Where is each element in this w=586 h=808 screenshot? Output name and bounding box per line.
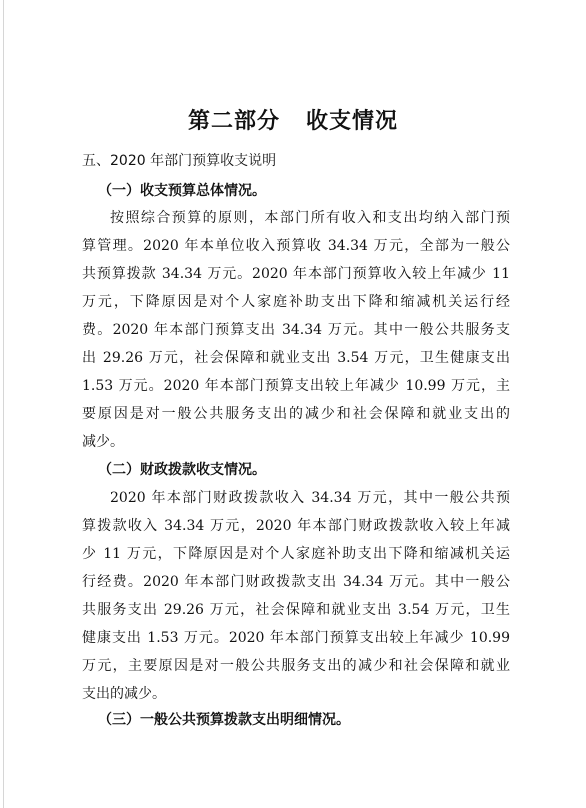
- subsection-1-heading: （一）收支预算总体情况。: [98, 183, 266, 199]
- paragraph-1-line: 万元，下降原因是对个人家庭补助支出下降和缩减机关运行经: [82, 294, 510, 310]
- title-name: 收支情况: [306, 108, 399, 134]
- paragraph-2-line: 万元，主要原因是对一般公共服务支出的减少和社会保障和就业: [82, 658, 510, 674]
- paragraph-2-line: 共服务支出 29.26 万元，社会保障和就业支出 3.54 万元，卫生: [82, 602, 510, 618]
- paragraph-1-line: 出 29.26 万元，社会保障和就业支出 3.54 万元，卫生健康支出: [82, 350, 510, 366]
- section-heading: 五、2020 年部门预算收支说明: [82, 153, 277, 169]
- paragraph-2-line: 健康支出 1.53 万元。2020 年本部门预算支出较上年减少 10.99: [82, 630, 510, 646]
- paragraph-1-line: 减少。: [82, 434, 124, 450]
- paragraph-2-line: 支出的减少。: [82, 686, 166, 702]
- paragraph-2-line: 2020 年本部门财政拨款收入 34.34 万元，其中一般公共预: [110, 490, 510, 506]
- paragraph-2-line: 算拨款收入 34.34 万元，2020 年本部门财政拨款收入较上年减: [82, 518, 510, 534]
- paragraph-1-line: 按照综合预算的原则，本部门所有收入和支出均纳入部门预: [110, 210, 510, 226]
- subsection-3-heading: （三）一般公共预算拨款支出明细情况。: [98, 712, 350, 728]
- paragraph-2-line: 行经费。2020 年本部门财政拨款支出 34.34 万元。其中一般公: [82, 574, 510, 590]
- title-part: 第二部分: [187, 108, 280, 134]
- paragraph-1-line: 1.53 万元。2020 年本部门预算支出较上年减少 10.99 万元，主: [82, 378, 510, 394]
- paragraph-2-line: 少 11 万元，下降原因是对个人家庭补助支出下降和缩减机关运: [82, 546, 510, 562]
- paragraph-1-line: 算管理。2020 年本单位收入预算收 34.34 万元，全部为一般公: [82, 238, 510, 254]
- subsection-2-heading: （二）财政拨款收支情况。: [98, 462, 266, 478]
- page-title: [0, 106, 586, 136]
- paragraph-1-line: 费。2020 年本部门预算支出 34.34 万元。其中一般公共服务支: [82, 322, 510, 338]
- paragraph-1-line: 要原因是对一般公共服务支出的减少和社会保障和就业支出的: [82, 406, 510, 422]
- paragraph-1-line: 共预算拨款 34.34 万元。2020 年本部门预算收入较上年减少 11: [82, 266, 510, 282]
